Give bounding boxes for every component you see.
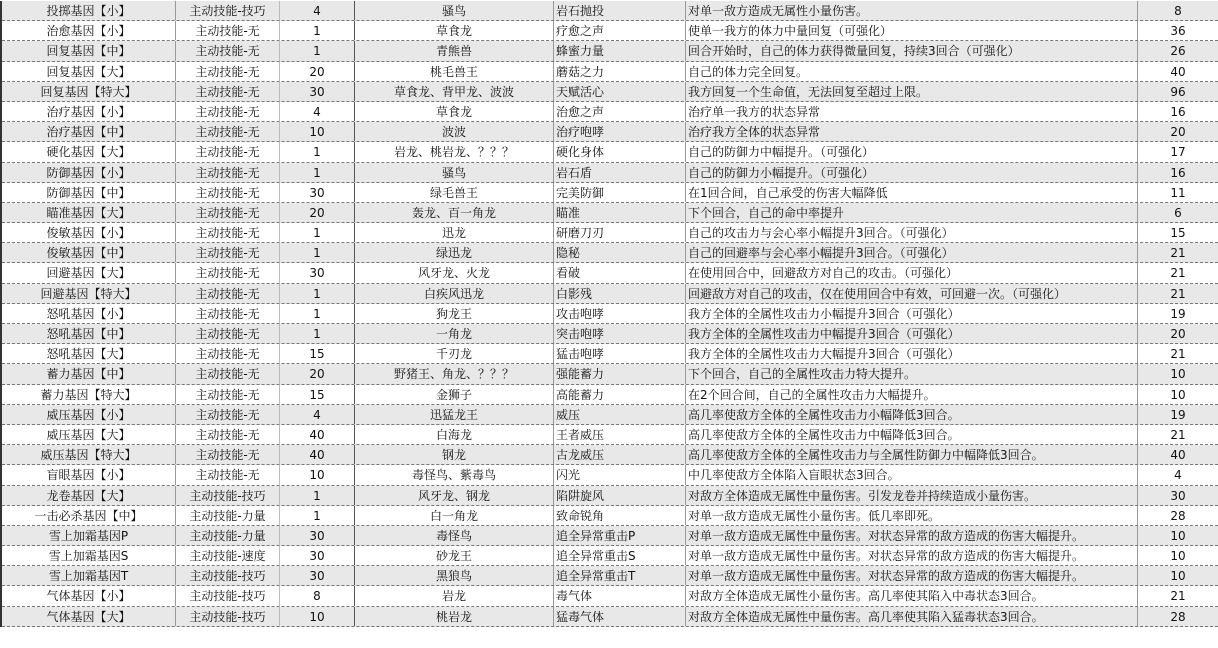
- skill-name-cell[interactable]: 攻击咆哮: [554, 304, 686, 323]
- skill-type-cell[interactable]: 主动技能-无: [176, 324, 280, 343]
- gene-name-cell[interactable]: 防御基因【小】: [2, 163, 176, 182]
- table-row: [2, 566, 1218, 586]
- description-cell[interactable]: 对单一敌方造成无属性小量伤害。: [686, 1, 1138, 20]
- gene-name-cell[interactable]: 气体基因【小】: [2, 586, 176, 605]
- description-cell[interactable]: 对单一敌方造成无属性中量伤害。对状态异常的敌方造成的伤害大幅提升。: [686, 566, 1138, 585]
- table-row: [2, 405, 1218, 425]
- description-cell[interactable]: 我方全体的全属性攻击力大幅提升3回合（可强化）: [686, 344, 1138, 363]
- skill-name-cell[interactable]: 蜂蜜力量: [554, 41, 686, 60]
- description-cell[interactable]: 对敌方全体造成无属性小量伤害。高几率使其陷入中毒状态3回合。: [686, 586, 1138, 605]
- skill-type-cell[interactable]: 主动技能-技巧: [176, 1, 280, 20]
- table-row: [2, 1, 1218, 21]
- value-cell[interactable]: 21: [1170, 427, 1186, 442]
- count-cell[interactable]: 10: [280, 465, 355, 484]
- skill-type-cell[interactable]: 主动技能-无: [176, 203, 280, 222]
- monster-cell[interactable]: 白海龙: [355, 425, 554, 444]
- table-row: [2, 102, 1218, 122]
- monster-cell[interactable]: 桃毛兽王: [355, 62, 554, 81]
- table-row: [2, 284, 1218, 304]
- gene-name-cell[interactable]: 俊敏基因【小】: [2, 223, 176, 242]
- skill-type-cell[interactable]: 主动技能-力量: [176, 526, 280, 545]
- count-cell[interactable]: 1: [280, 41, 355, 60]
- description-cell[interactable]: 在使用回合中，回避敌方对自己的攻击。（可强化）: [686, 263, 1138, 282]
- table-row: [2, 385, 1218, 405]
- monster-cell[interactable]: 草食龙: [355, 102, 554, 121]
- skill-name-cell[interactable]: 强能蓄力: [554, 364, 686, 383]
- count-cell[interactable]: 1: [280, 163, 355, 182]
- skill-type-cell[interactable]: 主动技能-无: [176, 465, 280, 484]
- description-cell[interactable]: 高几率使敌方全体的全属性攻击力中幅降低3回合。: [686, 425, 1138, 444]
- skill-name-cell[interactable]: 古龙威压: [554, 445, 686, 464]
- skill-type-cell[interactable]: 主动技能-无: [176, 243, 280, 262]
- skill-type-cell[interactable]: 主动技能-无: [176, 122, 280, 141]
- value-cell[interactable]: 21: [1170, 347, 1186, 362]
- value-cell[interactable]: 21: [1170, 246, 1186, 261]
- gene-name-cell[interactable]: 回避基因【特大】: [2, 284, 176, 303]
- monster-cell[interactable]: 绿迅龙: [355, 243, 554, 262]
- description-cell[interactable]: 我方全体的全属性攻击力中幅提升3回合（可强化）: [686, 324, 1138, 343]
- gene-name-cell[interactable]: 龙卷基因【大】: [2, 486, 176, 505]
- count-cell[interactable]: 1: [280, 243, 355, 262]
- skill-type-cell[interactable]: 主动技能-无: [176, 142, 280, 161]
- gene-name-cell[interactable]: 雪上加霜基因P: [2, 526, 176, 545]
- gene-name-cell[interactable]: 俊敏基因【中】: [2, 243, 176, 262]
- skill-type-cell[interactable]: 主动技能-无: [176, 385, 280, 404]
- gene-name-cell[interactable]: 威压基因【小】: [2, 405, 176, 424]
- monster-cell[interactable]: 迅龙: [355, 223, 554, 242]
- count-cell[interactable]: 1: [280, 284, 355, 303]
- table-row: [2, 263, 1218, 283]
- description-cell[interactable]: 下个回合，自己的命中率提升: [686, 203, 1138, 222]
- monster-cell[interactable]: 毒怪鸟: [355, 526, 554, 545]
- skill-name-cell[interactable]: 看破: [554, 263, 686, 282]
- value-cell[interactable]: 10: [1170, 569, 1186, 584]
- gene-name-cell[interactable]: 蓄力基因【中】: [2, 364, 176, 383]
- monster-cell[interactable]: 草食龙: [355, 21, 554, 40]
- gene-name-cell[interactable]: 硬化基因【大】: [2, 142, 176, 161]
- value-cell[interactable]: 96: [1170, 84, 1186, 99]
- monster-cell[interactable]: 千刃龙: [355, 344, 554, 363]
- count-cell[interactable]: 1: [280, 486, 355, 505]
- value-cell[interactable]: 40: [1170, 448, 1186, 463]
- table-row: [2, 142, 1218, 162]
- table-row: [2, 203, 1218, 223]
- value-cell[interactable]: 10: [1170, 367, 1186, 382]
- monster-cell[interactable]: 白疾风迅龙: [355, 284, 554, 303]
- skill-type-cell[interactable]: 主动技能-无: [176, 62, 280, 81]
- count-cell[interactable]: 20: [280, 62, 355, 81]
- value-cell[interactable]: 26: [1170, 44, 1186, 59]
- gene-name-cell[interactable]: 回复基因【特大】: [2, 82, 176, 101]
- table-row: [2, 425, 1218, 445]
- skill-name-cell[interactable]: 高能蓄力: [554, 385, 686, 404]
- skill-name-cell[interactable]: 威压: [554, 405, 686, 424]
- table-row: [2, 364, 1218, 384]
- value-cell[interactable]: 17: [1170, 145, 1186, 160]
- gene-name-cell[interactable]: 回避基因【大】: [2, 263, 176, 282]
- monster-cell[interactable]: 黑狼鸟: [355, 566, 554, 585]
- gene-name-cell[interactable]: 气体基因【大】: [2, 607, 176, 626]
- skill-name-cell[interactable]: 研磨刀刃: [554, 223, 686, 242]
- monster-cell[interactable]: 草食龙、背甲龙、波波: [355, 82, 554, 101]
- count-cell[interactable]: 1: [280, 223, 355, 242]
- value-cell[interactable]: 8: [1174, 4, 1182, 18]
- skill-name-cell[interactable]: 致命锐角: [554, 506, 686, 525]
- table-row: [2, 607, 1218, 627]
- monster-cell[interactable]: 毒怪鸟、紫毒鸟: [355, 465, 554, 484]
- table-row: [2, 163, 1218, 183]
- skill-name-cell[interactable]: 治疗咆哮: [554, 122, 686, 141]
- monster-cell[interactable]: 迅猛龙王: [355, 405, 554, 424]
- table-row: [2, 122, 1218, 142]
- skill-name-cell[interactable]: 闪光: [554, 465, 686, 484]
- table-row: [2, 304, 1218, 324]
- description-cell[interactable]: 高几率使敌方全体的全属性攻击力与全属性防御力中幅降低3回合。: [686, 445, 1138, 464]
- monster-cell[interactable]: 狗龙王: [355, 304, 554, 323]
- gene-name-cell[interactable]: 防御基因【中】: [2, 183, 176, 202]
- value-cell[interactable]: 15: [1170, 226, 1186, 241]
- skill-type-cell[interactable]: 主动技能-无: [176, 223, 280, 242]
- skill-name-cell[interactable]: 疗愈之声: [554, 21, 686, 40]
- skill-type-cell[interactable]: 主动技能-无: [176, 425, 280, 444]
- table-row: [2, 223, 1218, 243]
- count-cell[interactable]: 4: [280, 1, 355, 20]
- value-cell[interactable]: 11: [1170, 185, 1186, 200]
- value-cell[interactable]: 4: [1174, 468, 1182, 483]
- gene-name-cell[interactable]: 盲眼基因【小】: [2, 465, 176, 484]
- value-cell[interactable]: 30: [1170, 488, 1186, 503]
- table-row: [2, 324, 1218, 344]
- gene-name-cell[interactable]: 威压基因【特大】: [2, 445, 176, 464]
- monster-cell[interactable]: 一角龙: [355, 324, 554, 343]
- count-cell[interactable]: 10: [280, 122, 355, 141]
- value-cell[interactable]: 40: [1170, 64, 1186, 79]
- value-cell[interactable]: 10: [1170, 528, 1186, 543]
- value-cell[interactable]: 16: [1170, 165, 1186, 180]
- gene-name-cell[interactable]: 怒吼基因【中】: [2, 324, 176, 343]
- description-cell[interactable]: 自己的攻击力与会心率小幅提升3回合。（可强化）: [686, 223, 1138, 242]
- skill-type-cell[interactable]: 主动技能-无: [176, 364, 280, 383]
- count-cell[interactable]: 20: [280, 203, 355, 222]
- skill-type-cell[interactable]: 主动技能-技巧: [176, 486, 280, 505]
- monster-cell[interactable]: 白一角龙: [355, 506, 554, 525]
- count-cell[interactable]: 8: [280, 586, 355, 605]
- value-cell[interactable]: 21: [1170, 286, 1186, 301]
- skill-name-cell[interactable]: 猛毒气体: [554, 607, 686, 626]
- skill-name-cell[interactable]: 突击咆哮: [554, 324, 686, 343]
- skill-type-cell[interactable]: 主动技能-技巧: [176, 607, 280, 626]
- count-cell[interactable]: 20: [280, 364, 355, 383]
- value-cell[interactable]: 28: [1170, 508, 1186, 523]
- count-cell[interactable]: 4: [280, 102, 355, 121]
- table-row: [2, 183, 1218, 203]
- count-cell[interactable]: 30: [280, 546, 355, 565]
- description-cell[interactable]: 下个回合，自己的全属性攻击力特大提升。: [686, 364, 1138, 383]
- description-cell[interactable]: 自己的回避率与会心率小幅提升3回合。（可强化）: [686, 243, 1138, 262]
- skill-type-cell[interactable]: 主动技能-技巧: [176, 566, 280, 585]
- gene-name-cell[interactable]: 回复基因【大】: [2, 62, 176, 81]
- skill-type-cell[interactable]: 主动技能-无: [176, 405, 280, 424]
- skill-name-cell[interactable]: 追全异常重击S: [554, 546, 686, 565]
- monster-cell[interactable]: 桃岩龙: [355, 607, 554, 626]
- description-cell[interactable]: 自己的防御力中幅提升。（可强化）: [686, 142, 1138, 161]
- value-cell[interactable]: 28: [1170, 609, 1186, 624]
- table-row: [2, 21, 1218, 41]
- gene-name-cell[interactable]: 雪上加霜基因T: [2, 566, 176, 585]
- count-cell[interactable]: 4: [280, 405, 355, 424]
- description-cell[interactable]: 治疗单一我方的状态异常: [686, 102, 1138, 121]
- gene-name-cell[interactable]: 治疗基因【小】: [2, 102, 176, 121]
- table-row: [2, 41, 1218, 61]
- skill-name-cell[interactable]: 瞄准: [554, 203, 686, 222]
- skill-type-cell[interactable]: 主动技能-无: [176, 82, 280, 101]
- skill-type-cell[interactable]: 主动技能-无: [176, 263, 280, 282]
- count-cell[interactable]: 30: [280, 566, 355, 585]
- count-cell[interactable]: 1: [280, 142, 355, 161]
- skill-type-cell[interactable]: 主动技能-无: [176, 102, 280, 121]
- gene-name-cell[interactable]: 治疗基因【中】: [2, 122, 176, 141]
- skill-name-cell[interactable]: 岩石盾: [554, 163, 686, 182]
- skill-name-cell[interactable]: 天赋活心: [554, 82, 686, 101]
- count-cell[interactable]: 1: [280, 324, 355, 343]
- value-cell[interactable]: 6: [1174, 205, 1182, 220]
- description-cell[interactable]: 对敌方全体造成无属性中量伤害。高几率使其陷入猛毒状态3回合。: [686, 607, 1138, 626]
- value-cell[interactable]: 19: [1170, 306, 1186, 321]
- count-cell[interactable]: 15: [280, 344, 355, 363]
- monster-cell[interactable]: 岩龙、桃岩龙、？？？: [355, 142, 554, 161]
- count-cell[interactable]: 30: [280, 82, 355, 101]
- gene-name-cell[interactable]: 瞄准基因【大】: [2, 203, 176, 222]
- monster-cell[interactable]: 波波: [355, 122, 554, 141]
- table-row: [2, 344, 1218, 364]
- description-cell[interactable]: 回合开始时，自己的体力获得微量回复，持续3回合（可强化）: [686, 41, 1138, 60]
- table-row: [2, 465, 1218, 485]
- description-cell[interactable]: 在2个回合间，自己的全属性攻击力大幅提升。: [686, 385, 1138, 404]
- skill-name-cell[interactable]: 毒气体: [554, 586, 686, 605]
- description-cell[interactable]: 治疗我方全体的状态异常: [686, 122, 1138, 141]
- skill-type-cell[interactable]: 主动技能-无: [176, 445, 280, 464]
- monster-cell[interactable]: 风牙龙、火龙: [355, 263, 554, 282]
- count-cell[interactable]: 15: [280, 385, 355, 404]
- table-row: [2, 62, 1218, 82]
- table-row: [2, 82, 1218, 102]
- gene-table: [0, 1, 1218, 627]
- description-cell[interactable]: 自己的体力完全回复。: [686, 62, 1138, 81]
- skill-type-cell[interactable]: 主动技能-无: [176, 41, 280, 60]
- table-row: [2, 445, 1218, 465]
- value-cell[interactable]: 10: [1170, 387, 1186, 402]
- description-cell[interactable]: 中几率使敌方全体陷入盲眼状态3回合。: [686, 465, 1138, 484]
- gene-name-cell[interactable]: 威压基因【大】: [2, 425, 176, 444]
- description-cell[interactable]: 自己的防御力小幅提升。（可强化）: [686, 163, 1138, 182]
- value-cell[interactable]: 16: [1170, 104, 1186, 119]
- skill-name-cell[interactable]: 追全异常重击P: [554, 526, 686, 545]
- count-cell[interactable]: 10: [280, 607, 355, 626]
- table-row: [2, 526, 1218, 546]
- skill-name-cell[interactable]: 岩石抛投: [554, 1, 686, 20]
- monster-cell[interactable]: 青熊兽: [355, 41, 554, 60]
- skill-type-cell[interactable]: 主动技能-无: [176, 284, 280, 303]
- skill-type-cell[interactable]: 主动技能-无: [176, 344, 280, 363]
- gene-name-cell[interactable]: 怒吼基因【小】: [2, 304, 176, 323]
- description-cell[interactable]: 对单一敌方造成无属性中量伤害。对状态异常的敌方造成的伤害大幅提升。: [686, 546, 1138, 565]
- skill-name-cell[interactable]: 隐秘: [554, 243, 686, 262]
- value-cell[interactable]: 20: [1170, 327, 1186, 341]
- skill-name-cell[interactable]: 王者威压: [554, 425, 686, 444]
- description-cell[interactable]: 我方全体的全属性攻击力小幅提升3回合（可强化）: [686, 304, 1138, 323]
- gene-name-cell[interactable]: 投掷基因【小】: [2, 1, 176, 20]
- gene-name-cell[interactable]: 怒吼基因【大】: [2, 344, 176, 363]
- description-cell[interactable]: 使单一我方的体力中量回复（可强化）: [686, 21, 1138, 40]
- skill-name-cell[interactable]: 陷阱旋风: [554, 486, 686, 505]
- skill-type-cell[interactable]: 主动技能-力量: [176, 506, 280, 525]
- value-cell[interactable]: 19: [1170, 407, 1186, 422]
- skill-type-cell[interactable]: 主动技能-无: [176, 304, 280, 323]
- count-cell[interactable]: 30: [280, 263, 355, 282]
- skill-type-cell[interactable]: 主动技能-速度: [176, 546, 280, 565]
- value-cell[interactable]: 21: [1170, 589, 1186, 604]
- value-cell[interactable]: 21: [1170, 266, 1186, 281]
- count-cell[interactable]: 40: [280, 445, 355, 464]
- skill-type-cell[interactable]: 主动技能-无: [176, 163, 280, 182]
- description-cell[interactable]: 对敌方全体造成无属性中量伤害。引发龙卷并持续造成小量伤害。: [686, 486, 1138, 505]
- description-cell[interactable]: 回避敌方对自己的攻击，仅在使用回合中有效，可回避一次。（可强化）: [686, 284, 1138, 303]
- monster-cell[interactable]: 钢龙: [355, 445, 554, 464]
- monster-cell[interactable]: 砂龙王: [355, 546, 554, 565]
- monster-cell[interactable]: 骚鸟: [355, 163, 554, 182]
- count-cell[interactable]: 40: [280, 425, 355, 444]
- skill-name-cell[interactable]: 硬化身体: [554, 142, 686, 161]
- skill-type-cell[interactable]: 主动技能-无: [176, 21, 280, 40]
- description-cell[interactable]: 高几率使敌方全体的全属性攻击力小幅降低3回合。: [686, 405, 1138, 424]
- count-cell[interactable]: 1: [280, 304, 355, 323]
- value-cell[interactable]: 10: [1170, 549, 1186, 564]
- skill-name-cell[interactable]: 治愈之声: [554, 102, 686, 121]
- table-row: [2, 586, 1218, 606]
- skill-type-cell[interactable]: 主动技能-技巧: [176, 586, 280, 605]
- skill-name-cell[interactable]: 猛击咆哮: [554, 344, 686, 363]
- skill-type-cell[interactable]: 主动技能-无: [176, 183, 280, 202]
- skill-name-cell[interactable]: 蘑菇之力: [554, 62, 686, 81]
- monster-cell[interactable]: 骚鸟: [355, 1, 554, 20]
- count-cell[interactable]: 30: [280, 526, 355, 545]
- gene-name-cell[interactable]: 一击必杀基因【中】: [2, 506, 176, 525]
- gene-name-cell[interactable]: 回复基因【中】: [2, 41, 176, 60]
- table-row: [2, 506, 1218, 526]
- table-row: [2, 243, 1218, 263]
- count-cell[interactable]: 1: [280, 21, 355, 40]
- monster-cell[interactable]: 绿毛兽王: [355, 183, 554, 202]
- count-cell[interactable]: 30: [280, 183, 355, 202]
- description-cell[interactable]: 在1回合间，自己承受的伤害大幅降低: [686, 183, 1138, 202]
- monster-cell[interactable]: 轰龙、百一角龙: [355, 203, 554, 222]
- monster-cell[interactable]: 岩龙: [355, 586, 554, 605]
- table-row: [2, 486, 1218, 506]
- gene-name-cell[interactable]: 治愈基因【小】: [2, 21, 176, 40]
- monster-cell[interactable]: 金狮子: [355, 385, 554, 404]
- count-cell[interactable]: 1: [280, 506, 355, 525]
- skill-name-cell[interactable]: 完美防御: [554, 183, 686, 202]
- description-cell[interactable]: 对单一敌方造成无属性小量伤害。低几率即死。: [686, 506, 1138, 525]
- value-cell[interactable]: 20: [1170, 125, 1186, 140]
- description-cell[interactable]: 我方回复一个生命值，无法回复至超过上限。: [686, 82, 1138, 101]
- monster-cell[interactable]: 野猪王、角龙、？？？: [355, 364, 554, 383]
- skill-name-cell[interactable]: 白影残: [554, 284, 686, 303]
- table-row: [2, 546, 1218, 566]
- description-cell[interactable]: 对单一敌方造成无属性中量伤害。对状态异常的敌方造成的伤害大幅提升。: [686, 526, 1138, 545]
- gene-name-cell[interactable]: 蓄力基因【特大】: [2, 385, 176, 404]
- value-cell[interactable]: 36: [1170, 24, 1186, 39]
- monster-cell[interactable]: 风牙龙、钢龙: [355, 486, 554, 505]
- skill-name-cell[interactable]: 追全异常重击T: [554, 566, 686, 585]
- gene-name-cell[interactable]: 雪上加霜基因S: [2, 546, 176, 565]
